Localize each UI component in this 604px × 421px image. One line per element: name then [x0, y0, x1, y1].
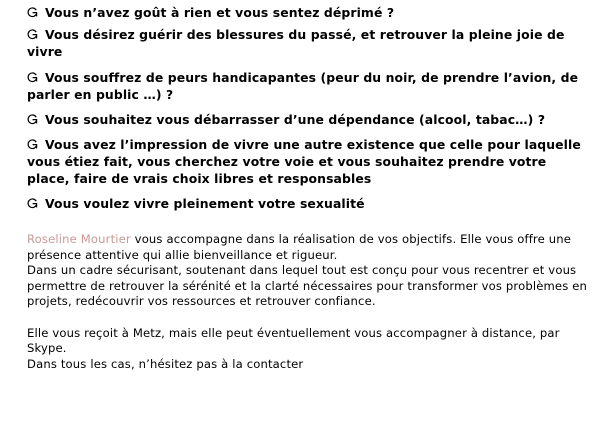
list-item [27, 195, 587, 212]
description-block [27, 232, 587, 372]
intro-text: vous accompagne dans la réalisation de vos objectifs. Elle vous offre une présence attentive qui allie bienveillance et rigueur. [27, 232, 571, 262]
check-circle-arrow-icon [27, 198, 38, 209]
list-item [27, 111, 587, 128]
approach-paragraph: Dans un cadre sécurisant, soutenant dans lequel tout est conçu pour vous recentrer et vous permettre de retrouver la sérénité et la clarté nécessaires pour transformer vos problèmes en projets, redécouvrir vos ressources et retrouver confiance. [27, 263, 588, 309]
list-item-text: Vous désirez guérir des blessures du passé, et retrouver la pleine joie de vivre [27, 27, 565, 59]
practitioner-name: Roseline Mourtier [27, 232, 131, 246]
list-item-text: Vous souhaitez vous débarrasser d’une dépendance (alcool, tabac…) ? [45, 112, 546, 127]
question-list [27, 4, 587, 212]
check-circle-arrow-icon [27, 114, 38, 125]
paragraph-spacer [27, 310, 587, 326]
list-item-text: Vous avez l’impression de vivre une autre existence que celle pour laquelle vous étiez fait, vous cherchez votre voie et vous souhaitez prendre votre place, faire de vrais choix libres et responsables [27, 137, 581, 186]
intro-paragraph [27, 232, 587, 263]
list-item [27, 136, 587, 187]
check-circle-arrow-icon [27, 72, 38, 83]
list-item [27, 26, 587, 60]
list-item [27, 69, 587, 103]
contact-paragraph: Dans tous les cas, n’hésitez pas à la contacter [27, 356, 304, 371]
list-item-text: Vous souffrez de peurs handicapantes (peur du noir, de prendre l’avion, de parler en public …) ? [27, 70, 579, 102]
list-item-text: Vous voulez vivre pleinement votre sexualité [45, 196, 365, 211]
check-circle-arrow-icon [27, 139, 38, 150]
check-circle-arrow-icon [27, 29, 38, 40]
page-content [27, 0, 587, 372]
check-circle-arrow-icon [27, 7, 38, 18]
location-paragraph: Elle vous reçoit à Metz, mais elle peut éventuellement vous accompagner à distance, par Skype. [27, 325, 560, 356]
list-item [27, 4, 587, 21]
list-item-text: Vous n’avez goût à rien et vous sentez déprimé ? [45, 5, 395, 20]
